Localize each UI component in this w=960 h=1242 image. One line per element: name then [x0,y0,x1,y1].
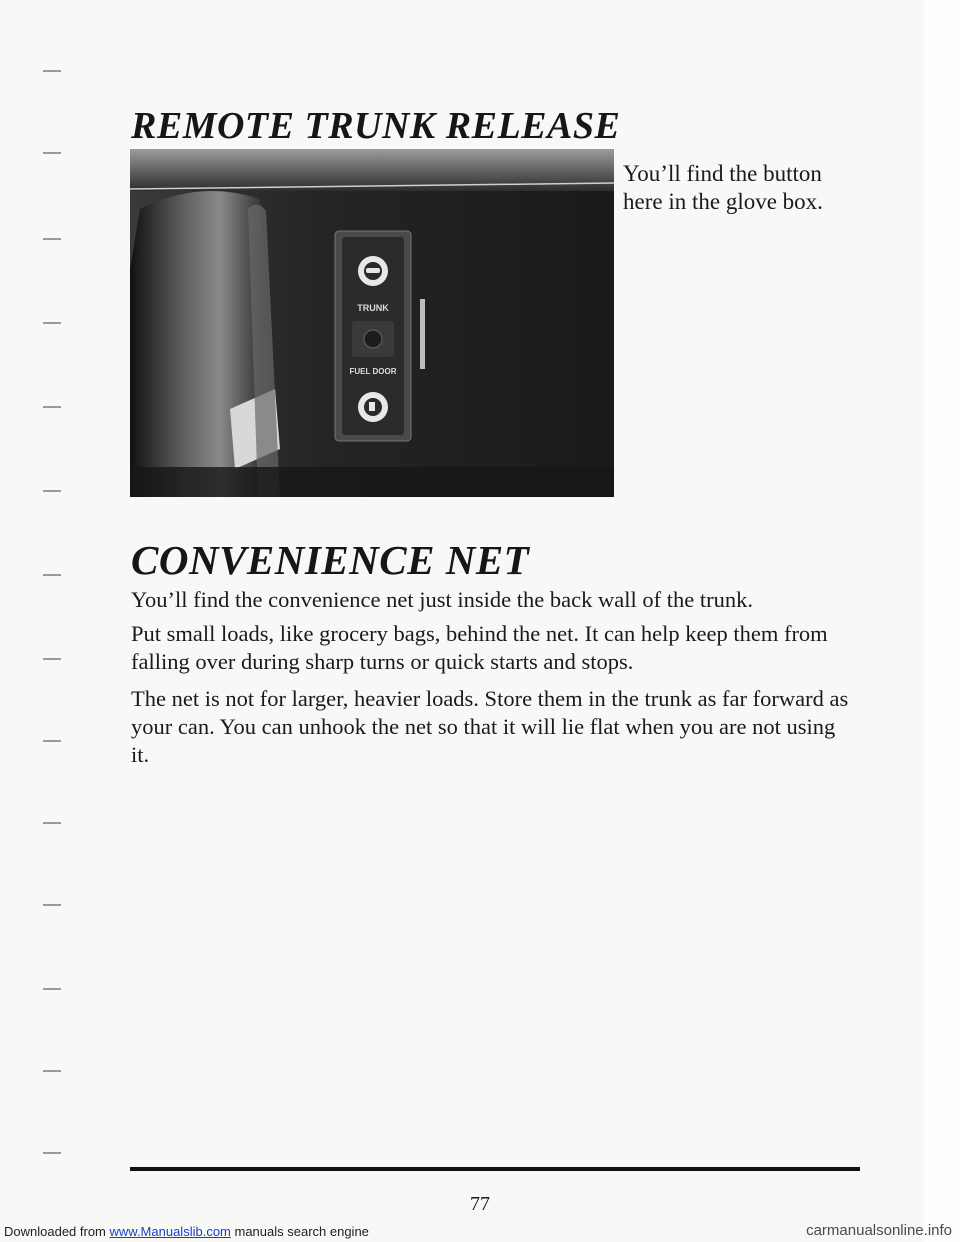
body-paragraph: Put small loads, like grocery bags, behind the net. It can help keep them from falling over during sharp turns or quick starts and stops. [131,621,828,674]
section-heading-remote-trunk-release: REMOTE TRUNK RELEASE [131,105,621,147]
download-prefix: Downloaded from [4,1224,110,1239]
download-suffix: manuals search engine [230,1224,369,1239]
fuel-door-label: FUEL DOOR [349,367,397,376]
margin-mark [43,490,61,492]
body-paragraph: You’ll find the convenience net just inside the back wall of the trunk. [131,587,753,612]
margin-mark [43,406,61,408]
margin-mark [43,574,61,576]
page-number: 77 [470,1193,490,1215]
margin-mark [43,658,61,660]
margin-mark [43,152,61,154]
margin-mark [43,1152,61,1154]
body-paragraph: The net is not for larger, heavier loads. Store them in the trunk as far forward as your can. You can unhook the net so that it will lie flat when you are not using it. [131,686,849,767]
margin-mark [43,1070,61,1072]
section-heading-convenience-net: CONVENIENCE NET [131,537,530,583]
margin-mark [43,70,61,72]
margin-mark [43,238,61,240]
margin-mark [43,822,61,824]
trunk-label: TRUNK [357,303,389,313]
watermark-text: carmanualsonline.info [806,1222,952,1239]
footer-rule [130,1167,860,1171]
page-edge [924,0,960,1242]
margin-mark [43,322,61,324]
margin-mark [43,740,61,742]
manualslib-link[interactable]: www.Manualslib.com [109,1224,231,1239]
margin-mark [43,904,61,906]
download-notice [4,1224,369,1239]
glove-box-illustration [130,149,614,497]
download-footer [0,1222,960,1242]
photo-caption: You’ll find the button here in the glove box. [623,161,823,214]
margin-mark [43,988,61,990]
glove-box-photo [130,149,614,497]
